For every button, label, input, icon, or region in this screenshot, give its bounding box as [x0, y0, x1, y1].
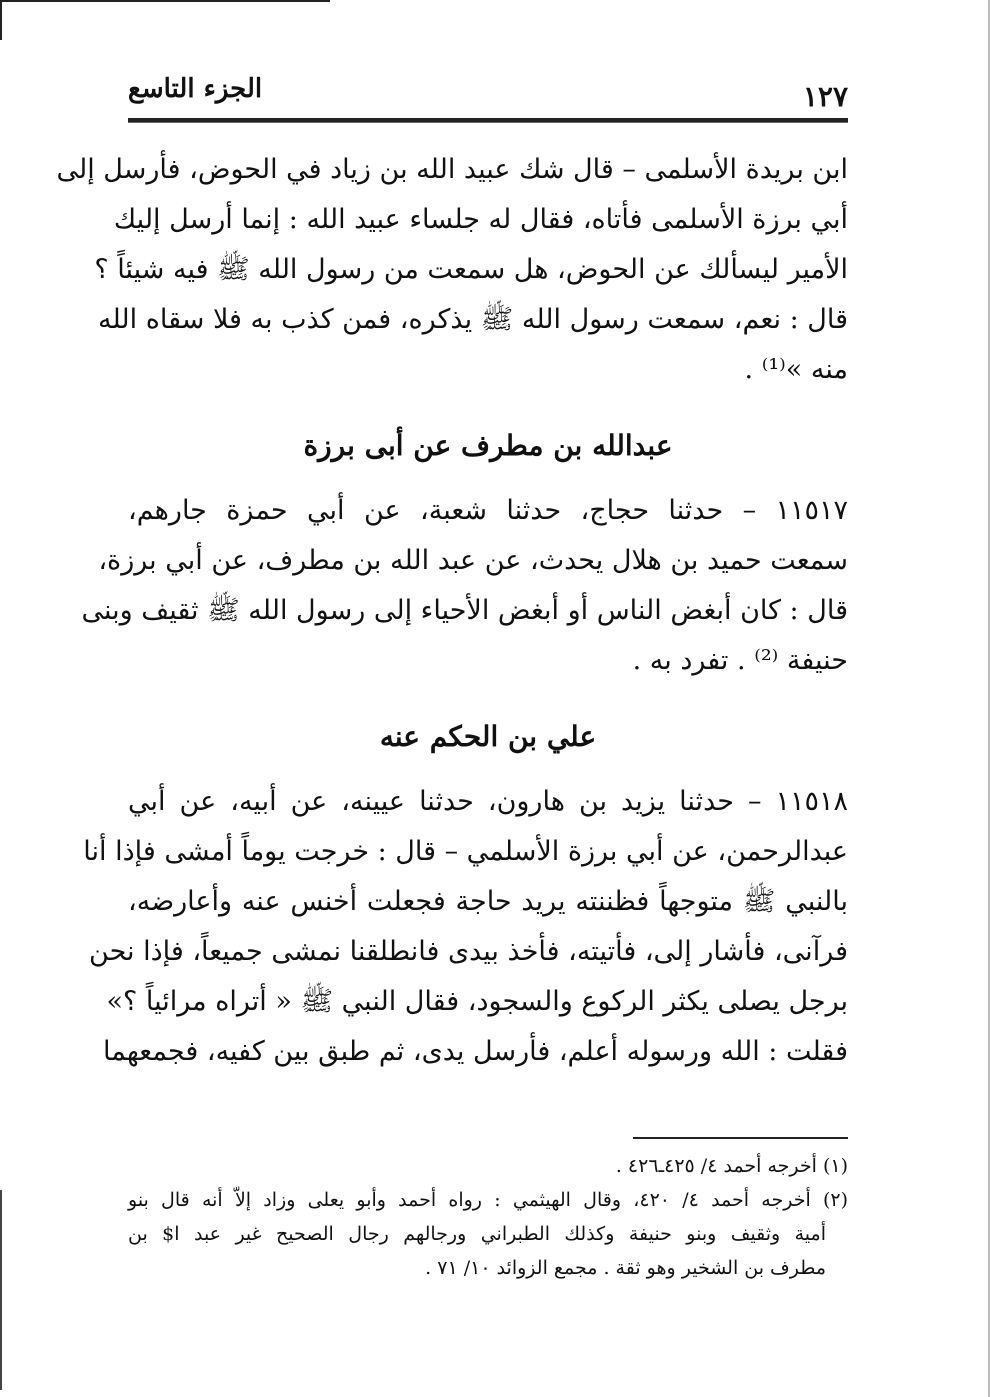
text-line: برجل يصلى يكثر الركوع والسجود، فقال النبي ﷺ « أتراه مرائياً ؟» — [106, 986, 848, 1017]
text-line: ١١٥١٨ – حدثنا يزيد بن هارون، حدثنا عيينه، عن أبيه، عن أبي — [128, 786, 848, 817]
text-line: عبدالرحمن، عن أبي برزة الأسلمي – قال : خرجت يوماً أمشى فإذا أنا — [83, 836, 848, 867]
text-line: ابن بريدة الأسلمى – قال شك عبيد الله بن زياد في الحوض، فأرسل إلى — [56, 154, 848, 185]
text-line: بالنبي ﷺ متوجهاً فظننته يريد حاجة فجعلت أخنس عنه وأعارضه، — [128, 886, 848, 917]
footnote-2-line: أمية وثقيف وبنو حنيفة وكذلك الطبراني ورجالهم رجال الصحيح غير عبد ا$ بن — [128, 1223, 826, 1245]
text-line: منه »⁽¹⁾ . — [744, 354, 848, 385]
text-line: ١١٥١٧ – حدثنا حجاج، حدثنا شعبة، عن أبي حمزة جارهم، — [128, 495, 848, 526]
text-line: أبي برزة الأسلمى فأتاه، فقال له جلساء عبيد الله : إنما أرسل إليك — [113, 204, 848, 235]
text-line: الأمير ليسألك عن الحوض، هل سمعت من رسول الله ﷺ فيه شيئاً ؟ — [94, 254, 848, 285]
page-number: ١٢٧ — [802, 80, 848, 113]
text-line: فرآنى، فأشار إلى، فأتيته، فأخذ بيدى فانطلقنا نمشى جميعاً، فإذا نحن — [89, 936, 848, 967]
text-line: سمعت حميد بن هلال يحدث، عن عبد الله بن مطرف، عن أبي برزة، — [98, 545, 848, 576]
scan-edge-mark — [0, 0, 2, 40]
scan-edge-mark — [0, 1190, 2, 1390]
footnote-rule — [633, 1137, 848, 1139]
scan-edge-mark — [0, 0, 330, 2]
section-heading: عبدالله بن مطرف عن أبى برزة — [303, 429, 673, 462]
intro-paragraph — [56, 145, 848, 395]
header-rule — [128, 118, 848, 123]
hadith-11518 — [83, 777, 848, 1077]
section-heading: علي بن الحكم عنه — [379, 720, 597, 753]
hadith-11517 — [81, 486, 848, 686]
text-line: حنيفة ⁽²⁾ . تفرد به . — [632, 645, 848, 676]
text-line: قال : كان أبغض الناس أو أبغض الأحياء إلى رسول الله ﷺ ثقيف وبنى — [81, 595, 848, 626]
text-line: قال : نعم، سمعت رسول الله ﷺ يذكره، فمن كذب به فلا سقاه الله — [97, 304, 848, 335]
footnote-2-line: مطرف بن الشخير وهو ثقة . مجمع الزوائد ١٠/ ٧١ . — [425, 1257, 826, 1279]
page-header — [128, 60, 848, 118]
book-page — [56, 60, 849, 1285]
footnotes — [128, 1149, 848, 1285]
footnote-2-line: (٢) أخرجه أحمد ٤/ ٤٢٠، وقال الهيثمي : رواه أحمد وأبو يعلى وزاد إلاّ أنه قال بنو — [128, 1189, 849, 1211]
text-line: فقلت : الله ورسوله أعلم، فأرسل يدى، ثم طبق بين كفيه، فجمعهما — [103, 1036, 848, 1067]
footnote-1: (١) أخرجه أحمد ٤/ ٤٢٥ـ٤٢٦ . — [615, 1155, 848, 1177]
running-title: الجزء التاسع — [128, 74, 263, 104]
